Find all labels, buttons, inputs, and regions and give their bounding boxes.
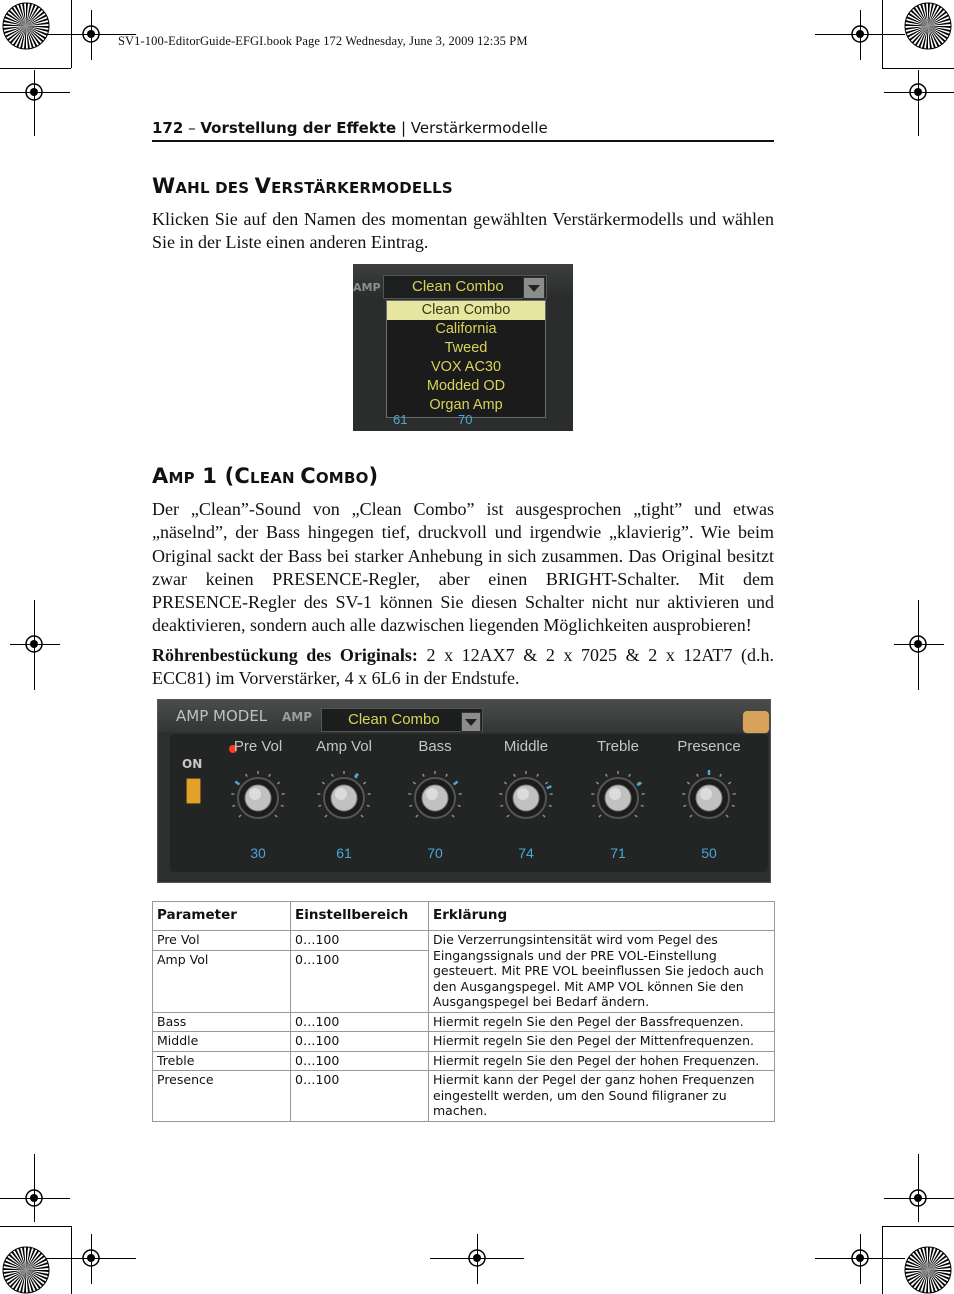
param-cell: Amp Vol <box>153 950 291 1012</box>
table-row <box>153 1071 775 1122</box>
knob-tick <box>720 774 721 777</box>
description-cell: Die Verzerrungsintensität wird vom Pegel des Eingangssignals und der PRE VOL-Einstellung gesteuert. Mit PRE VOL beeinflussen Sie jedoch auch den Ausgangspegel. Mit AMP VOL können Sie den Ausgangspegel bei Bedarf ändern. <box>429 931 775 1013</box>
chapter-title: Vorstellung der Effekte <box>200 119 397 137</box>
param-cell: Treble <box>153 1051 291 1071</box>
knob-label: Middle <box>503 738 549 755</box>
knob-tick <box>683 805 686 806</box>
crop-mark <box>918 70 919 136</box>
knob-tick <box>325 815 327 817</box>
starburst-mark-icon <box>904 2 952 50</box>
range-cell: 0…100 <box>291 1032 429 1052</box>
knob-tick <box>545 782 547 784</box>
knob-highlight <box>335 788 347 800</box>
knob-label: Presence <box>677 738 741 755</box>
knob-highlight <box>609 788 621 800</box>
parameter-table <box>152 901 775 1122</box>
knob-tick <box>458 805 461 806</box>
crop-mark <box>0 1226 71 1227</box>
amp-option[interactable]: Modded OD <box>426 378 506 394</box>
amp-tag-label: AMP <box>282 710 313 724</box>
table-row <box>153 931 775 951</box>
registration-mark-icon <box>849 23 871 45</box>
knob-label: Pre Vol <box>233 738 283 755</box>
separator: | <box>400 119 407 137</box>
knob-tick <box>318 805 321 806</box>
range-cell: 0…100 <box>291 1012 429 1032</box>
knob-highlight <box>700 788 712 800</box>
knob-tick <box>728 782 730 784</box>
knob-tick <box>423 774 424 777</box>
knob-tick <box>246 774 247 777</box>
registration-mark-icon <box>907 633 929 655</box>
knob-tick <box>446 774 447 777</box>
middle-knob[interactable] <box>498 770 554 826</box>
amp-vol-knob[interactable] <box>316 770 372 826</box>
amp-panel-title: AMP MODEL <box>176 707 268 725</box>
amp-option[interactable]: Organ Amp <box>429 397 503 413</box>
registration-mark-icon <box>849 1247 871 1269</box>
knob-value-indicator <box>235 782 239 785</box>
crop-mark <box>71 1226 72 1294</box>
knob-tick <box>322 782 324 784</box>
knob-tick <box>332 774 333 777</box>
starburst-mark-icon <box>904 1246 952 1294</box>
starburst-mark-icon <box>2 2 50 50</box>
knob-value: 70 <box>427 845 443 861</box>
knob-tick <box>732 805 735 806</box>
knob-tick <box>361 815 363 817</box>
knob-tick <box>635 815 637 817</box>
page-number: 172 <box>152 119 184 137</box>
knob-tick <box>687 782 689 784</box>
registration-mark-icon <box>23 81 45 103</box>
table-row <box>153 1032 775 1052</box>
table-header-row <box>153 902 775 931</box>
knob-tick <box>592 805 595 806</box>
chevron-down-icon[interactable] <box>461 712 481 732</box>
range-cell: 0…100 <box>291 950 429 1012</box>
amp-dropdown-screenshot <box>353 264 573 431</box>
table-row <box>153 1051 775 1071</box>
knob-tick <box>726 815 728 817</box>
section-title: Verstärkermodelle <box>410 119 548 137</box>
param-cell: Presence <box>153 1071 291 1122</box>
crop-mark <box>882 1226 883 1294</box>
registration-mark-icon <box>907 1187 929 1209</box>
knob-tick <box>452 815 454 817</box>
paragraph-amp-selection: Klicken Sie auf den Namen des momentan gewählten Verstärkermodells und wählen Sie in der Liste einen anderen Eintrag. <box>152 209 774 253</box>
knob-value: 74 <box>518 845 534 861</box>
range-cell: 0…100 <box>291 1051 429 1071</box>
knob-tick <box>641 805 644 806</box>
knob-tick <box>697 774 698 777</box>
knob-tick <box>629 774 630 777</box>
knob-tick <box>413 782 415 784</box>
param-cell: Pre Vol <box>153 931 291 951</box>
crop-mark <box>882 1226 954 1227</box>
knob-value: 50 <box>701 845 717 861</box>
dash: – <box>188 119 196 137</box>
registration-mark-icon <box>80 23 102 45</box>
knob-tick <box>416 815 418 817</box>
registration-mark-icon <box>466 1247 488 1269</box>
knob-tick <box>690 815 692 817</box>
paragraph-clean-combo: Der „Clean”-Sound von „Clean Combo” ist ausgesprochen „tight” und etwas „näselnd”, der Bass hingegen tief, druckvoll und irgendwie „klavierig”. Wie beim Original sackt der Bass bei starker Anhebung in sich zusammen. Das Original besitzt zwar keinen PRESENCE-Regler, aber einen BRIGHT-Schalter. Mit dem PRESENCE-Regler des SV-1 können Sie diesen Schalter nicht nur aktivieren und deaktivieren, sondern auch alle dazwischen liegenden Möglichkeiten ausprobieren! <box>152 499 774 636</box>
presence-knob[interactable] <box>681 770 737 826</box>
tubes-label: Röhrenbestückung des Originals: <box>152 645 418 665</box>
knob-tick <box>504 782 506 784</box>
knob-tick <box>269 774 270 777</box>
amp-option[interactable]: California <box>435 321 497 337</box>
paragraph-tubes <box>152 644 774 691</box>
column-header: Einstellbereich <box>291 902 429 931</box>
amp-option[interactable]: VOX AC30 <box>430 359 502 375</box>
chevron-down-icon[interactable] <box>523 277 545 299</box>
column-header: Erklärung <box>429 902 775 931</box>
knob-tick <box>409 805 412 806</box>
section-heading-amp-selection: WAHL DES VERSTÄRKERMODELLS <box>152 174 453 198</box>
knob-tick <box>363 782 365 784</box>
knob-label: Amp Vol <box>316 738 372 755</box>
registration-mark-icon <box>23 1187 45 1209</box>
param-cell: Middle <box>153 1032 291 1052</box>
knob-tick <box>281 805 284 806</box>
crop-mark <box>882 68 954 69</box>
starburst-mark-icon <box>2 1246 50 1294</box>
description-cell: Hiermit regeln Sie den Pegel der Bassfrequenzen. <box>429 1012 775 1032</box>
knob-value-indicator <box>454 782 458 785</box>
knob-label: Treble <box>597 738 639 755</box>
registration-mark-icon <box>907 81 929 103</box>
table-row <box>153 1012 775 1032</box>
knob-value-indicator <box>547 786 552 788</box>
param-cell: Bass <box>153 1012 291 1032</box>
knob-tick <box>507 815 509 817</box>
knob-tick <box>277 782 279 784</box>
knob-tick <box>500 805 503 806</box>
knob-highlight <box>249 788 261 800</box>
running-head <box>152 119 774 142</box>
knob-tick <box>514 774 515 777</box>
knob-value: 71 <box>610 845 626 861</box>
knob-tick <box>537 774 538 777</box>
range-cell: 0…100 <box>291 931 429 951</box>
registration-mark-icon <box>23 633 45 655</box>
knob-tick <box>543 815 545 817</box>
link-toggle-icon[interactable] <box>742 710 770 734</box>
knob-highlight <box>517 788 529 800</box>
tubes-text: 2 x 12AX7 & 2 x 7025 & 2 x 12AT7 (d.h. ECC81) im Vorverstärker, 4 x 6L6 in der Endstufe. <box>152 645 774 689</box>
amp-model-select[interactable] <box>321 708 483 732</box>
bass-knob[interactable] <box>407 770 463 826</box>
knob-value: 30 <box>250 845 266 861</box>
treble-knob[interactable] <box>590 770 646 826</box>
book-slug: SV1-100-EditorGuide-EFGI.book Page 172 Wednesday, June 3, 2009 12:35 PM <box>118 34 528 48</box>
knob-values-partial: 61 70 <box>393 412 473 427</box>
knob-tick <box>606 774 607 777</box>
knob-tick <box>549 805 552 806</box>
registration-mark-icon <box>80 1247 102 1269</box>
amp-model-selected: Clean Combo <box>412 278 504 295</box>
amp-option[interactable]: Clean Combo <box>387 301 545 320</box>
knob-highlight <box>426 788 438 800</box>
amp-tag-label: AMP <box>353 281 381 294</box>
knob-tick <box>596 782 598 784</box>
amp-model-panel <box>157 699 771 883</box>
description-cell: Hiermit regeln Sie den Pegel der hohen Frequenzen. <box>429 1051 775 1071</box>
amp-model-list <box>386 300 546 418</box>
amp-model-selected: Clean Combo <box>348 711 440 728</box>
description-cell: Hiermit kann der Pegel der ganz hohen Frequenzen eingestellt werden, um den Sound filigraner zu machen. <box>429 1071 775 1122</box>
knob-value: 61 <box>336 845 352 861</box>
crop-mark <box>34 70 35 136</box>
knob-tick <box>275 815 277 817</box>
knob-tick <box>232 805 235 806</box>
column-header: Parameter <box>153 902 291 931</box>
knob-tick <box>599 815 601 817</box>
on-label: ON <box>182 757 203 771</box>
range-cell: 0…100 <box>291 1071 429 1122</box>
crop-mark <box>0 68 71 69</box>
pre-vol-knob[interactable] <box>230 770 286 826</box>
knob-tick <box>239 815 241 817</box>
amp-option[interactable]: Tweed <box>444 340 488 356</box>
description-cell: Hiermit regeln Sie den Pegel der Mittenfrequenzen. <box>429 1032 775 1052</box>
knob-tick <box>367 805 370 806</box>
on-switch[interactable] <box>186 778 201 804</box>
knob-label: Bass <box>418 738 452 755</box>
section-heading-amp1: AMP 1 (CLEAN COMBO) <box>152 464 379 488</box>
